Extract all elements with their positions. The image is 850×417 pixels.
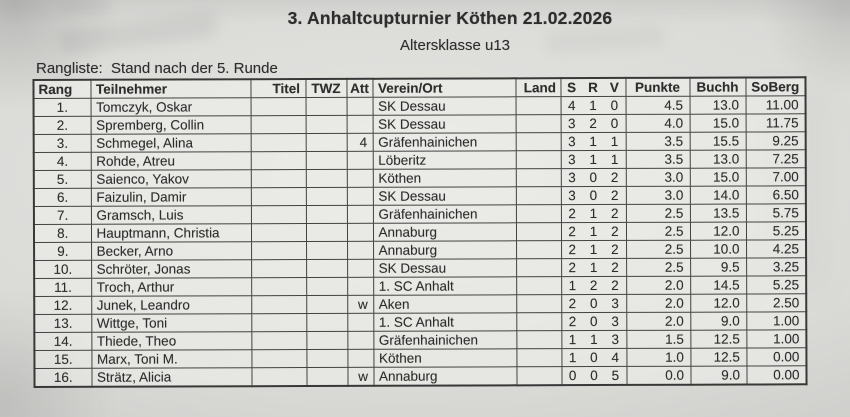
cell-twz (306, 367, 347, 386)
cell-verein: Löberitz (373, 151, 516, 169)
cell-v: 2 (611, 259, 619, 275)
cell-s: 2 (568, 296, 577, 312)
cell-verein: Annaburg (373, 223, 516, 241)
cell-teilnehmer: Rohde, Atreu (91, 152, 251, 171)
cell-att: w (347, 367, 373, 386)
cell-soberg: 1.00 (746, 312, 806, 330)
cell-twz (306, 205, 347, 223)
cell-punkte: 2.0 (626, 312, 690, 330)
col-header-r: R (588, 80, 598, 96)
cell-punkte: 4.5 (626, 96, 690, 114)
cell-att (347, 259, 373, 277)
cell-r: 1 (589, 206, 598, 222)
cell-punkte: 2.0 (626, 276, 690, 294)
cell-rang: 8. (34, 224, 91, 242)
cell-v: 2 (610, 187, 619, 203)
cell-s: 0 (568, 368, 577, 384)
cell-s: 2 (568, 260, 577, 276)
cell-srv (561, 150, 626, 168)
cell-r: 1 (589, 242, 598, 258)
cell-s: 3 (568, 170, 576, 186)
cell-land (516, 259, 561, 277)
cell-punkte: 2.5 (626, 222, 690, 240)
cell-att (347, 223, 373, 241)
cell-soberg: 0.00 (746, 366, 806, 385)
cell-rang: 12. (34, 296, 91, 314)
cell-rang: 1. (34, 98, 91, 116)
cell-twz (306, 331, 347, 349)
cell-twz (306, 169, 347, 187)
cell-verein: Gräfenhainichen (373, 205, 516, 223)
page-title: 3. Anhaltcupturnier Köthen 21.02.2026 (287, 8, 613, 28)
cell-rang: 6. (34, 188, 91, 206)
cell-verein: Aken (373, 295, 516, 313)
cell-srv (561, 240, 626, 258)
cell-soberg: 7.25 (746, 150, 806, 168)
cell-s: 2 (568, 314, 577, 330)
cell-buchh: 13.0 (690, 150, 746, 168)
cell-v: 2 (611, 223, 619, 239)
cell-att (347, 349, 373, 367)
cell-s: 2 (568, 206, 576, 222)
col-header-verein: Verein/Ort (372, 78, 515, 97)
cell-r: 1 (589, 134, 597, 150)
cell-buchh: 13.5 (690, 204, 746, 222)
cell-soberg: 4.25 (746, 240, 806, 258)
cell-twz (306, 223, 347, 241)
col-header-s: S (567, 80, 577, 96)
col-header-rang: Rang (33, 80, 90, 99)
cell-s: 1 (568, 350, 577, 366)
cell-r: 1 (589, 98, 597, 114)
cell-att (347, 151, 373, 169)
cell-buchh: 9.0 (690, 312, 746, 330)
cell-teilnehmer: Becker, Arno (91, 242, 251, 261)
cell-land (516, 241, 561, 259)
cell-v: 3 (611, 313, 619, 329)
cell-teilnehmer: Thiede, Theo (91, 332, 251, 351)
cell-punkte: 2.0 (626, 294, 690, 312)
cell-v: 4 (611, 349, 620, 365)
cell-soberg: 11.00 (746, 96, 806, 114)
cell-titel (251, 332, 306, 350)
cell-verein: Köthen (373, 349, 516, 367)
cell-srv (561, 258, 626, 276)
cell-buchh: 12.0 (690, 222, 746, 240)
cell-att (347, 277, 373, 295)
cell-srv (561, 204, 626, 222)
cell-srv (561, 132, 626, 150)
cell-punkte: 3.5 (626, 150, 690, 168)
cell-buchh: 12.5 (690, 348, 746, 366)
cell-twz (306, 349, 347, 367)
cell-verein: SK Dessau (373, 259, 516, 277)
cell-buchh: 9.0 (690, 366, 746, 385)
cell-verein: SK Dessau (373, 187, 516, 205)
cell-v: 3 (611, 331, 619, 347)
cell-att (347, 169, 373, 187)
cell-s: 2 (568, 242, 577, 258)
cell-v: 3 (611, 295, 619, 311)
cell-att (347, 97, 373, 115)
cell-titel (251, 134, 306, 152)
cell-v: 5 (611, 367, 620, 383)
cell-buchh: 15.5 (690, 132, 746, 150)
cell-r: 2 (589, 116, 597, 132)
cell-land (516, 115, 561, 133)
cell-land (516, 349, 561, 367)
cell-rang: 9. (34, 242, 91, 260)
cell-buchh: 12.5 (690, 330, 746, 348)
cell-punkte: 0.0 (626, 366, 690, 385)
cell-r: 1 (589, 224, 598, 240)
cell-land (516, 367, 561, 386)
cell-v: 2 (610, 205, 619, 221)
col-header-teilnehmer: Teilnehmer (90, 79, 250, 98)
cell-v: 0 (610, 97, 619, 113)
cell-r: 0 (589, 170, 598, 186)
cell-teilnehmer: Wittge, Toni (91, 314, 251, 333)
cell-titel (251, 206, 306, 224)
cell-verein: Annaburg (373, 367, 516, 386)
cell-twz (306, 313, 347, 331)
cell-teilnehmer: Junek, Leandro (91, 296, 251, 315)
cell-rang: 2. (34, 116, 91, 134)
cell-s: 4 (567, 98, 576, 114)
cell-teilnehmer: Schröter, Jonas (91, 260, 251, 279)
cell-verein: 1. SC Anhalt (373, 313, 516, 331)
cell-att (347, 313, 373, 331)
cell-titel (251, 314, 306, 332)
table-row (34, 366, 806, 387)
cell-land (516, 169, 561, 187)
cell-twz (306, 115, 347, 133)
cell-buchh: 10.0 (690, 240, 746, 258)
cell-twz (306, 151, 347, 169)
cell-soberg: 9.25 (746, 132, 806, 150)
cell-land (516, 97, 561, 115)
cell-punkte: 4.0 (626, 114, 690, 132)
cell-titel (251, 350, 306, 368)
cell-teilnehmer: Schmegel, Alina (91, 134, 251, 153)
page-subtitle: Altersklasse u13 (399, 37, 511, 54)
cell-v: 2 (610, 169, 619, 185)
cell-s: 3 (567, 116, 576, 132)
cell-verein: Köthen (373, 169, 516, 187)
cell-r: 2 (589, 278, 598, 294)
cell-land (516, 313, 561, 331)
cell-r: 0 (590, 314, 598, 330)
col-header-titel: Titel (250, 79, 305, 98)
cell-srv (561, 294, 626, 312)
cell-buchh: 13.0 (690, 96, 746, 114)
cell-r: 1 (589, 152, 598, 168)
cell-teilnehmer: Marx, Toni M. (91, 350, 251, 369)
cell-s: 2 (568, 224, 576, 240)
cell-titel (251, 98, 306, 116)
cell-soberg: 7.00 (746, 168, 806, 186)
cell-punkte: 2.5 (626, 258, 690, 276)
cell-soberg: 1.00 (746, 330, 806, 348)
cell-land (516, 331, 561, 349)
cell-land (516, 133, 561, 151)
col-header-att: Att (346, 79, 372, 98)
col-header-twz: TWZ (305, 79, 346, 98)
cell-teilnehmer: Troch, Arthur (91, 278, 251, 297)
cell-punkte: 1.5 (626, 330, 690, 348)
cell-rang: 4. (34, 152, 91, 170)
cell-v: 1 (610, 133, 619, 149)
cell-att (347, 331, 373, 349)
cell-r: 0 (589, 296, 598, 312)
cell-titel (251, 368, 306, 387)
cell-twz (306, 241, 347, 259)
cell-rang: 11. (34, 278, 91, 296)
cell-v: 1 (610, 151, 619, 167)
cell-srv (561, 222, 626, 240)
cell-teilnehmer: Faizulin, Damir (91, 188, 251, 207)
col-header-punkte: Punkte (625, 78, 689, 97)
cell-titel (251, 242, 306, 260)
cell-soberg: 5.25 (746, 276, 806, 294)
cell-punkte: 3.5 (626, 132, 690, 150)
cell-titel (251, 224, 306, 242)
cell-att (347, 205, 373, 223)
cell-twz (306, 277, 347, 295)
cell-buchh: 15.0 (690, 114, 746, 132)
cell-punkte: 3.0 (626, 186, 690, 204)
cell-land (516, 295, 561, 313)
cell-rang: 3. (34, 134, 91, 152)
cell-rang: 10. (34, 260, 91, 278)
cell-teilnehmer: Saienco, Yakov (91, 170, 251, 189)
cell-att: 4 (347, 133, 373, 151)
cell-srv (561, 276, 626, 294)
cell-srv (561, 366, 626, 385)
cell-titel (251, 188, 306, 206)
cell-punkte: 1.0 (626, 348, 690, 366)
cell-buchh: 15.0 (690, 168, 746, 186)
ranking-table (32, 76, 807, 388)
cell-verein: SK Dessau (373, 115, 516, 133)
cell-teilnehmer: Spremberg, Collin (91, 116, 251, 135)
cell-buchh: 14.5 (690, 276, 746, 294)
cell-soberg: 11.75 (746, 114, 806, 132)
cell-r: 0 (589, 188, 598, 204)
cell-land (516, 151, 561, 169)
cell-srv (561, 168, 626, 186)
cell-soberg: 3.25 (746, 258, 806, 276)
cell-titel (251, 260, 306, 278)
cell-teilnehmer: Gramsch, Luis (91, 206, 251, 225)
cell-soberg: 0.00 (746, 348, 806, 366)
cell-v: 2 (611, 241, 619, 257)
cell-s: 3 (568, 152, 576, 168)
cell-r: 1 (589, 260, 598, 276)
cell-soberg: 2.50 (746, 294, 806, 312)
cell-verein: SK Dessau (373, 97, 516, 115)
cell-buchh: 12.0 (690, 294, 746, 312)
cell-twz (306, 295, 347, 313)
cell-att (347, 187, 373, 205)
cell-soberg: 5.25 (746, 222, 806, 240)
cell-srv (561, 186, 626, 204)
cell-land (516, 205, 561, 223)
cell-v: 2 (611, 277, 619, 293)
cell-punkte: 2.5 (626, 204, 690, 222)
cell-srv (561, 312, 626, 330)
cell-rang: 7. (34, 206, 91, 224)
cell-rang: 14. (34, 332, 91, 350)
cell-att (347, 241, 373, 259)
cell-rang: 13. (34, 314, 91, 332)
cell-land (516, 277, 561, 295)
col-header-soberg: SoBerg (745, 77, 805, 96)
cell-titel (251, 170, 306, 188)
cell-s: 3 (568, 134, 576, 150)
cell-soberg: 5.75 (746, 204, 806, 222)
cell-rang: 15. (34, 350, 91, 368)
cell-verein: Annaburg (373, 241, 516, 259)
col-header-srv (560, 78, 625, 97)
cell-titel (251, 116, 306, 134)
col-header-v: V (609, 79, 619, 95)
cell-s: 1 (568, 332, 577, 348)
cell-v: 0 (610, 115, 619, 131)
cell-titel (251, 296, 306, 314)
cell-punkte: 2.5 (626, 240, 690, 258)
cell-r: 1 (590, 332, 598, 348)
cell-soberg: 6.50 (746, 186, 806, 204)
cell-twz (306, 97, 347, 115)
col-header-buchh: Buchh (689, 78, 745, 97)
cell-twz (306, 259, 347, 277)
cell-srv (561, 114, 626, 132)
cell-r: 0 (590, 368, 598, 384)
cell-twz (306, 133, 347, 151)
cell-verein: 1. SC Anhalt (373, 277, 516, 295)
cell-r: 0 (590, 350, 598, 366)
cell-titel (251, 152, 306, 170)
cell-twz (306, 187, 347, 205)
ranking-status-label: Rangliste: Stand nach der 5. Runde (36, 60, 278, 77)
cell-teilnehmer: Strätz, Alicia (91, 368, 251, 387)
cell-s: 3 (568, 188, 576, 204)
cell-srv (561, 348, 626, 366)
cell-teilnehmer: Hauptmann, Christia (91, 224, 251, 243)
cell-s: 1 (568, 278, 577, 294)
cell-srv (561, 330, 626, 348)
cell-att (347, 115, 373, 133)
cell-teilnehmer: Tomczyk, Oskar (91, 98, 251, 117)
cell-land (516, 223, 561, 241)
cell-srv (561, 96, 626, 114)
cell-titel (251, 278, 306, 296)
cell-buchh: 9.5 (690, 258, 746, 276)
cell-rang: 5. (34, 170, 91, 188)
cell-att: w (347, 295, 373, 313)
cell-verein: Gräfenhainichen (373, 331, 516, 349)
cell-buchh: 14.0 (690, 186, 746, 204)
cell-land (516, 187, 561, 205)
cell-rang: 16. (34, 368, 91, 387)
cell-punkte: 3.0 (626, 168, 690, 186)
cell-verein: Gräfenhainichen (373, 133, 516, 151)
col-header-land: Land (515, 78, 560, 97)
